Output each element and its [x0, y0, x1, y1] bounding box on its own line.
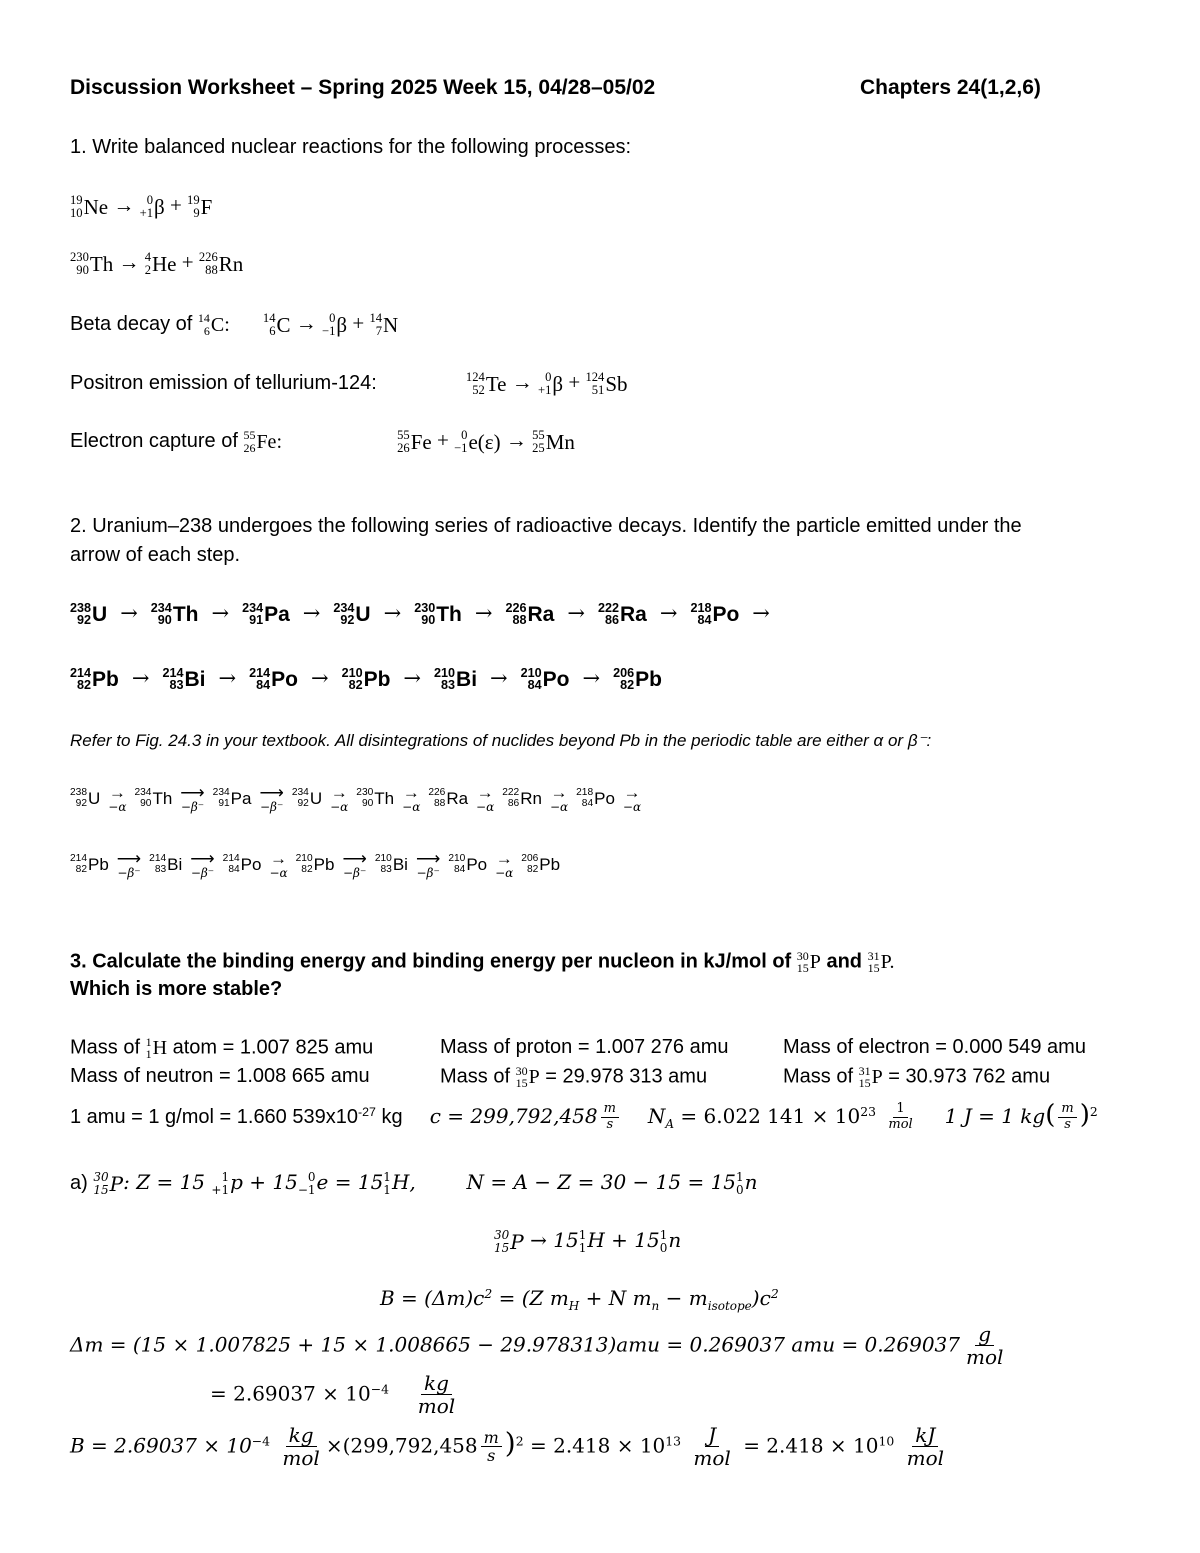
decay-series-row-2 [70, 666, 662, 692]
part-a-line: a) 30 15 P : Z = 15 1 +1 p + 15 0 −1 e = 15 1 1 H, N = A − Z = 30 − 15 = 15 1 0 n [70, 1170, 758, 1197]
nuclide: 234 92 U [291, 787, 323, 809]
labeled-decay-arrow: → −α [549, 783, 569, 814]
mass-neutron: Mass of neutron = 1.008 665 amu [70, 1065, 370, 1087]
decay-arrow: → [582, 666, 601, 690]
q1-prompt: 1. Write balanced nuclear reactions for the following processes: [70, 136, 632, 158]
binding-energy-calc: $B = 2.69037 \times 10^{-4}$ $\frac{kg}{\text{mol}}$ ×(299,792,458 $\frac{m}{s}$ )$^2 = 2.418 \times 10^{13}$ $\frac{J}{\text{mol}}$ = $2.418 \times 10^{10}$ $\frac{kJ}{\text{mol}}$ [70, 1423, 945, 1470]
q1-reaction-4: Positron emission of tellurium-124: 124 52 Te → 0 +1 β + 124 51 Sb [70, 370, 628, 398]
nuclide: 222 86 Ra [597, 600, 647, 628]
labeled-decay-arrow: ⟶ −β⁻ [190, 849, 215, 880]
q3-prompt-line1: 3. Calculate the binding energy and binding energy per nucleon in kJ/mol of 30 15 P and 31 15 P. [70, 949, 895, 976]
avogadro-number: $N_A = 6.022$ $141 \times 10^{23}$ $\frac{1}{\text{mol}}$ [647, 1101, 913, 1132]
decay-arrow: → [490, 666, 508, 690]
nuclide: 214 83 Bi [162, 665, 206, 693]
decay-arrow: → [383, 601, 402, 625]
decay-arrow: → [659, 601, 678, 625]
nuclide: 214 82 Pb [70, 665, 119, 693]
nuclide: 226 88 Ra [505, 600, 555, 628]
nuclide: 230 90 Th [356, 787, 395, 809]
nuclide: 210 84 Po [448, 853, 488, 875]
nuclide: 210 82 Pb [341, 665, 391, 693]
nuclide: 206 82 Pb [613, 665, 662, 693]
mass-p30: Mass of 30 15 P = 29.978 313 amu [440, 1064, 708, 1091]
nuclide: 206 82 Pb [521, 853, 561, 875]
decay-arrow: → [218, 666, 237, 690]
speed-of-light: c = 299,792,458 $\frac{m}{s}$ [430, 1104, 629, 1128]
labeled-decay-arrow: ⟶ −β⁻ [342, 849, 367, 880]
nuclide: 210 84 Po [520, 665, 570, 693]
amu-conversion: 1 amu = 1 g/mol = 1.660 $539x10^{-27}$ kg [70, 1105, 403, 1128]
q2-note: Refer to Fig. 24.3 in your textbook. All disintegrations of nuclides beyond Pb in the periodic table are either α or β⁻: [70, 731, 932, 750]
decay-answer-row-2 [70, 850, 560, 879]
joule-definition: 1 J = 1 kg( $\frac{m}{s}$ )$^2$ [944, 1100, 1098, 1132]
decay-arrow: → [120, 601, 138, 625]
nuclide: 210 83 Bi [434, 665, 478, 693]
labeled-decay-arrow: → −α [476, 783, 495, 814]
labeled-decay-arrow: → −α [269, 849, 288, 880]
nuclide: 222 86 Rn [502, 787, 542, 809]
q2-prompt-line2: arrow of each step. [70, 544, 241, 566]
q3-prompt-line2: Which is more stable? [70, 978, 283, 1000]
nuclide: 230 90 Th [414, 600, 462, 628]
nuclide: 214 82 Pb [70, 853, 109, 875]
nuclide: 234 90 Th [134, 787, 173, 809]
mass-p31: Mass of 31 15 P = 30.973 762 amu [783, 1064, 1051, 1091]
labeled-decay-arrow: → −α [402, 783, 421, 814]
labeled-decay-arrow: → −α [108, 783, 127, 814]
nuclide: 234 90 Th [150, 600, 199, 628]
decay-arrow: → [474, 601, 493, 625]
mass-h-atom: Mass of 1 1 H atom = 1.007 825 amu [70, 1035, 374, 1062]
decay-arrow: → [131, 666, 150, 690]
q1-reaction-3: Beta decay of 14 6 C: 14 6 C → 0 −1 β + 14 7 N [70, 311, 399, 339]
nuclide: 214 84 Po [249, 665, 298, 693]
labeled-decay-arrow: ⟶ −β⁻ [259, 783, 284, 814]
labeled-decay-arrow: → −α [330, 783, 349, 814]
chapters-label: Chapters 24(1,2,6) [860, 76, 1041, 99]
constants-line [70, 1100, 1098, 1133]
decay-answer-row-1 [70, 784, 649, 813]
decomposition-equation: 30 15 P → 15 1 1 H + 15 1 0 n [494, 1228, 682, 1255]
decay-arrow: → [403, 666, 422, 690]
binding-energy-formula: $B = (\Delta m)c^2 = (Z$ $m_H + N$ $m_n - m_{isotope})c^2$ [380, 1286, 779, 1313]
decay-arrow: → [567, 601, 585, 625]
decay-series-row-1 [70, 601, 783, 627]
decay-arrow: → [302, 601, 321, 625]
nuclide: 234 92 U [333, 600, 371, 628]
q1-reaction-5: Electron capture of 55 26 Fe: 55 26 Fe + 0 −1 e(ε) → 55 25 Mn [70, 428, 575, 456]
nuclide: 238 92 U [70, 600, 108, 628]
nuclide: 214 84 Po [222, 853, 262, 875]
nuclide: 234 91 Pa [212, 787, 252, 809]
decay-arrow: → [310, 666, 329, 690]
nuclide: 226 88 Ra [428, 787, 469, 809]
nuclide: 214 83 Bi [149, 853, 183, 875]
mass-defect-line: Δm = (15 × 1.007825 + 15 × 1.008665 − 29.978313)amu = 0.269037 amu = 0.269037 $\frac{g}{\text{mol}}$ [70, 1322, 1004, 1369]
mass-defect-kg: = $2.69037 \times 10^{-4}$ $\frac{kg}{\text{mol}}$ [210, 1371, 456, 1418]
nuclide: 210 83 Bi [374, 853, 408, 875]
nuclide: 234 91 Pa [242, 600, 290, 628]
mass-electron: Mass of electron = 0.000 549 amu [783, 1036, 1086, 1058]
q1-reaction-1: 19 10 Ne → 0 +1 β + 19 9 F [70, 193, 213, 221]
q1-reaction-2: 230 90 Th → 4 2 He + 226 88 Rn [70, 250, 244, 278]
decay-arrow: → [752, 601, 770, 625]
labeled-decay-arrow: ⟶ −β⁻ [116, 849, 142, 880]
labeled-decay-arrow: ⟶ −β⁻ [415, 849, 441, 880]
labeled-decay-arrow: → −α [495, 849, 514, 880]
nuclide: 218 84 Po [576, 787, 615, 809]
nuclide: 238 92 U [70, 787, 101, 809]
labeled-decay-arrow: → −α [622, 783, 642, 814]
mass-proton: Mass of proton = 1.007 276 amu [440, 1036, 729, 1058]
labeled-decay-arrow: ⟶ −β⁻ [180, 783, 205, 814]
nuclide: 210 82 Pb [295, 853, 335, 875]
page-title: Discussion Worksheet – Spring 2025 Week 15, 04/28–05/02 [70, 76, 656, 99]
nuclide: 218 84 Po [690, 600, 740, 628]
q2-prompt-line1: 2. Uranium–238 undergoes the following series of radioactive decays. Identify the particle emitted under the [70, 515, 1022, 537]
decay-arrow: → [211, 601, 230, 625]
